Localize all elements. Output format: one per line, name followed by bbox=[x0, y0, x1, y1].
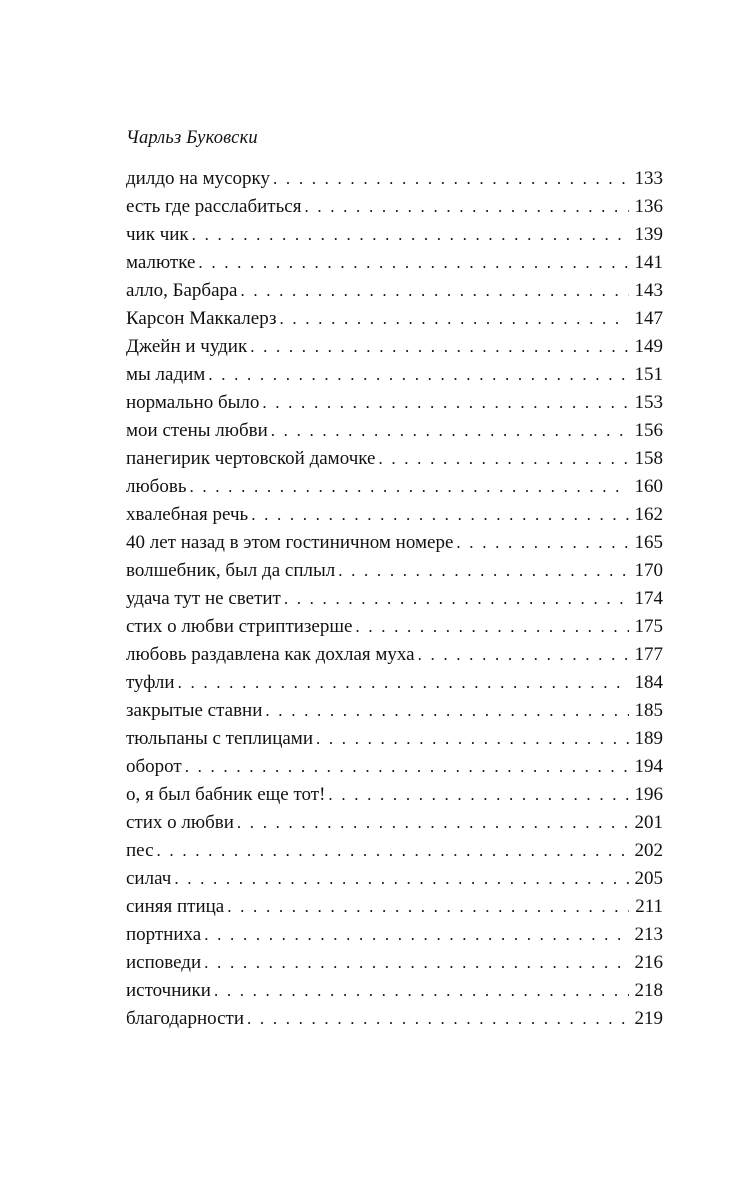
toc-entry bbox=[126, 249, 663, 277]
toc-entry-title: источники bbox=[126, 980, 211, 1001]
dot-leader bbox=[240, 277, 628, 305]
toc-entry bbox=[126, 501, 663, 529]
toc-entry bbox=[126, 165, 663, 193]
toc-entry-page-number: 213 bbox=[634, 924, 663, 945]
toc-entry bbox=[126, 529, 663, 557]
table-of-contents bbox=[126, 165, 663, 1033]
toc-entry bbox=[126, 697, 663, 725]
toc-entry-page-number: 219 bbox=[634, 1008, 663, 1029]
toc-entry-title: закрытые ставни bbox=[126, 700, 263, 721]
dot-leader bbox=[279, 305, 628, 333]
toc-entry-page-number: 218 bbox=[634, 980, 663, 1001]
toc-entry bbox=[126, 781, 663, 809]
toc-entry bbox=[126, 389, 663, 417]
toc-entry bbox=[126, 445, 663, 473]
running-head: Чарльз Буковски bbox=[126, 128, 258, 148]
dot-leader bbox=[204, 921, 628, 949]
dot-leader bbox=[316, 725, 629, 753]
toc-entry-title: панегирик чертовской дамочке bbox=[126, 448, 376, 469]
dot-leader bbox=[456, 529, 628, 557]
toc-entry-page-number: 151 bbox=[634, 364, 663, 385]
dot-leader bbox=[227, 893, 629, 921]
toc-entry bbox=[126, 613, 663, 641]
toc-entry-title: туфли bbox=[126, 672, 175, 693]
toc-entry-page-number: 194 bbox=[634, 756, 663, 777]
toc-entry-title: оборот bbox=[126, 756, 182, 777]
dot-leader bbox=[418, 641, 629, 669]
toc-entry-title: удача тут не светит bbox=[126, 588, 281, 609]
toc-entry-title: синяя птица bbox=[126, 896, 225, 917]
toc-entry-title: чик чик bbox=[126, 224, 189, 245]
toc-entry bbox=[126, 333, 663, 361]
dot-leader bbox=[251, 501, 628, 529]
toc-entry bbox=[126, 1005, 663, 1033]
toc-entry-title: тюльпаны с теплицами bbox=[126, 728, 313, 749]
toc-entry bbox=[126, 305, 663, 333]
toc-entry-page-number: 143 bbox=[634, 280, 663, 301]
dot-leader bbox=[178, 669, 629, 697]
toc-entry-title: любовь bbox=[126, 476, 187, 497]
toc-entry-page-number: 184 bbox=[634, 672, 663, 693]
toc-entry-title: Карсон Маккалерз bbox=[126, 308, 277, 329]
toc-entry bbox=[126, 221, 663, 249]
toc-entry-title: нормально было bbox=[126, 392, 260, 413]
toc-entry-title: хвалебная речь bbox=[126, 504, 249, 525]
dot-leader bbox=[265, 697, 628, 725]
toc-entry-page-number: 177 bbox=[634, 644, 663, 665]
toc-entry-title: стих о любви стриптизерше bbox=[126, 616, 353, 637]
toc-entry bbox=[126, 893, 663, 921]
toc-entry-page-number: 133 bbox=[634, 168, 663, 189]
toc-entry-title: 40 лет назад в этом гостиничном номере bbox=[126, 532, 454, 553]
toc-entry-title: Джейн и чудик bbox=[126, 336, 248, 357]
toc-entry bbox=[126, 669, 663, 697]
toc-entry-page-number: 189 bbox=[634, 728, 663, 749]
toc-entry-page-number: 139 bbox=[634, 224, 663, 245]
dot-leader bbox=[250, 333, 628, 361]
dot-leader bbox=[247, 1005, 628, 1033]
dot-leader bbox=[271, 417, 629, 445]
toc-entry-title: стих о любви bbox=[126, 812, 234, 833]
dot-leader bbox=[174, 865, 628, 893]
toc-entry bbox=[126, 977, 663, 1005]
toc-entry-title: малютке bbox=[126, 252, 196, 273]
dot-leader bbox=[262, 389, 628, 417]
dot-leader bbox=[189, 473, 628, 501]
toc-entry-page-number: 201 bbox=[634, 812, 663, 833]
toc-entry bbox=[126, 865, 663, 893]
toc-entry bbox=[126, 193, 663, 221]
toc-entry bbox=[126, 753, 663, 781]
toc-entry-page-number: 175 bbox=[634, 616, 663, 637]
toc-entry bbox=[126, 585, 663, 613]
dot-leader bbox=[237, 809, 629, 837]
toc-entry-title: волшебник, был да сплыл bbox=[126, 560, 336, 581]
toc-entry bbox=[126, 725, 663, 753]
toc-entry bbox=[126, 921, 663, 949]
toc-entry-title: исповеди bbox=[126, 952, 202, 973]
toc-entry-title: благодарности bbox=[126, 1008, 245, 1029]
toc-entry bbox=[126, 949, 663, 977]
dot-leader bbox=[284, 585, 629, 613]
dot-leader bbox=[328, 781, 628, 809]
toc-entry-page-number: 170 bbox=[634, 560, 663, 581]
toc-entry-page-number: 174 bbox=[634, 588, 663, 609]
toc-entry-page-number: 205 bbox=[634, 868, 663, 889]
toc-entry-title: портниха bbox=[126, 924, 202, 945]
toc-entry-page-number: 160 bbox=[634, 476, 663, 497]
toc-entry bbox=[126, 361, 663, 389]
dot-leader bbox=[185, 753, 629, 781]
toc-entry-title: любовь раздавлена как дохлая муха bbox=[126, 644, 415, 665]
dot-leader bbox=[204, 949, 628, 977]
dot-leader bbox=[198, 249, 628, 277]
dot-leader bbox=[208, 361, 628, 389]
toc-entry-page-number: 153 bbox=[634, 392, 663, 413]
toc-entry-page-number: 147 bbox=[634, 308, 663, 329]
dot-leader bbox=[214, 977, 629, 1005]
toc-entry bbox=[126, 641, 663, 669]
toc-entry-page-number: 165 bbox=[634, 532, 663, 553]
dot-leader bbox=[304, 193, 628, 221]
dot-leader bbox=[273, 165, 628, 193]
dot-leader bbox=[355, 613, 628, 641]
toc-entry-page-number: 202 bbox=[634, 840, 663, 861]
dot-leader bbox=[338, 557, 628, 585]
toc-entry bbox=[126, 837, 663, 865]
toc-entry bbox=[126, 473, 663, 501]
toc-entry-page-number: 149 bbox=[634, 336, 663, 357]
dot-leader bbox=[192, 221, 629, 249]
toc-entry bbox=[126, 277, 663, 305]
toc-entry-page-number: 136 bbox=[634, 196, 663, 217]
toc-entry-title: о, я был бабник еще тот! bbox=[126, 784, 326, 805]
dot-leader bbox=[378, 445, 628, 473]
toc-entry bbox=[126, 557, 663, 585]
toc-entry-page-number: 141 bbox=[634, 252, 663, 273]
toc-entry-title: силач bbox=[126, 868, 172, 889]
toc-entry-title: алло, Барбара bbox=[126, 280, 238, 301]
toc-entry-page-number: 162 bbox=[634, 504, 663, 525]
toc-entry-title: мои стены любви bbox=[126, 420, 268, 441]
toc-entry-page-number: 196 bbox=[634, 784, 663, 805]
toc-entry-title: мы ладим bbox=[126, 364, 206, 385]
toc-entry bbox=[126, 809, 663, 837]
toc-entry-page-number: 158 bbox=[634, 448, 663, 469]
toc-entry-title: есть где расслабиться bbox=[126, 196, 302, 217]
toc-entry-page-number: 211 bbox=[635, 896, 663, 917]
toc-entry-page-number: 216 bbox=[634, 952, 663, 973]
toc-entry-page-number: 185 bbox=[634, 700, 663, 721]
toc-entry-title: дилдо на мусорку bbox=[126, 168, 271, 189]
toc-entry-title: пес bbox=[126, 840, 154, 861]
dot-leader bbox=[157, 837, 629, 865]
toc-entry bbox=[126, 417, 663, 445]
toc-entry-page-number: 156 bbox=[634, 420, 663, 441]
